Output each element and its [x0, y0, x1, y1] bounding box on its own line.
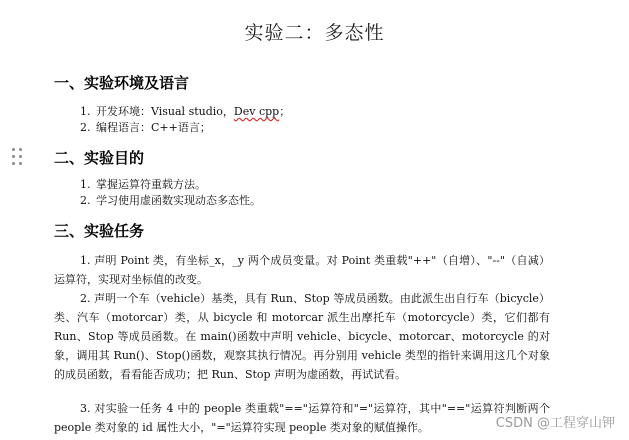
list-item [80, 120, 290, 136]
document-title: 实验二：多态性 [244, 22, 385, 44]
list-text: ； [279, 105, 291, 118]
spellcheck-word: Dev cpp [233, 105, 280, 118]
task-paragraph-1: 1. 声明 Point 类，有坐标_x，_y 两个成员变量。对 Point 类重载"++"（自增）、"--"（自减）运算符，实现对坐标值的改变。 [54, 254, 550, 286]
task-paragraph-3: 3. 对实验一任务 4 中的 people 类重载"=="运算符和"="运算符，其中"=="运算符判断两个 people 类对象的 id 属性大小，"="运算符实现 people 类对象的赋值操作。 [54, 402, 550, 434]
list-number: 2. [80, 194, 91, 207]
drag-handle-icon[interactable] [12, 148, 24, 168]
list-item [80, 177, 261, 193]
list-text: 编程语言：C++语言； [96, 121, 211, 134]
list-item [80, 193, 261, 209]
list-text: 开发环境：Visual studio， [96, 105, 234, 118]
task-paragraph-2: 2. 声明一个车（vehicle）基类，具有 Run、Stop 等成员函数。由此派生出自行车（bicycle）类、汽车（motorcar）类，从 bicycle 和 motorcar 派生出摩托车（motorcycle）类，它们都有 Run、Stop 等成员函数。在 main()函数中声明 vehicle、bicycle、motorcar、motorcycle 的对象，调用其 Run()、Stop()函数，观察其执行情况。再分别用 vehicle 类型的指针来调用这几个对象的成员函数，看看能否成功；把 Run、Stop 声明为虚函数，再试试看。 [54, 292, 550, 381]
section-heading-objectives: 二、实验目的 [54, 149, 145, 167]
watermark: CSDN @工程穿山钾 [495, 416, 615, 431]
environment-list [80, 104, 290, 136]
section-heading-tasks: 三、实验任务 [54, 222, 145, 240]
list-text: 学习使用虚函数实现动态多态性。 [96, 194, 261, 207]
objectives-list [80, 177, 261, 209]
list-number: 2. [80, 121, 91, 134]
list-text: 掌握运算符重载方法。 [96, 178, 206, 191]
section-heading-environment: 一、实验环境及语言 [54, 74, 190, 92]
list-item [80, 104, 290, 120]
list-number: 1. [80, 178, 91, 191]
list-number: 1. [80, 105, 91, 118]
